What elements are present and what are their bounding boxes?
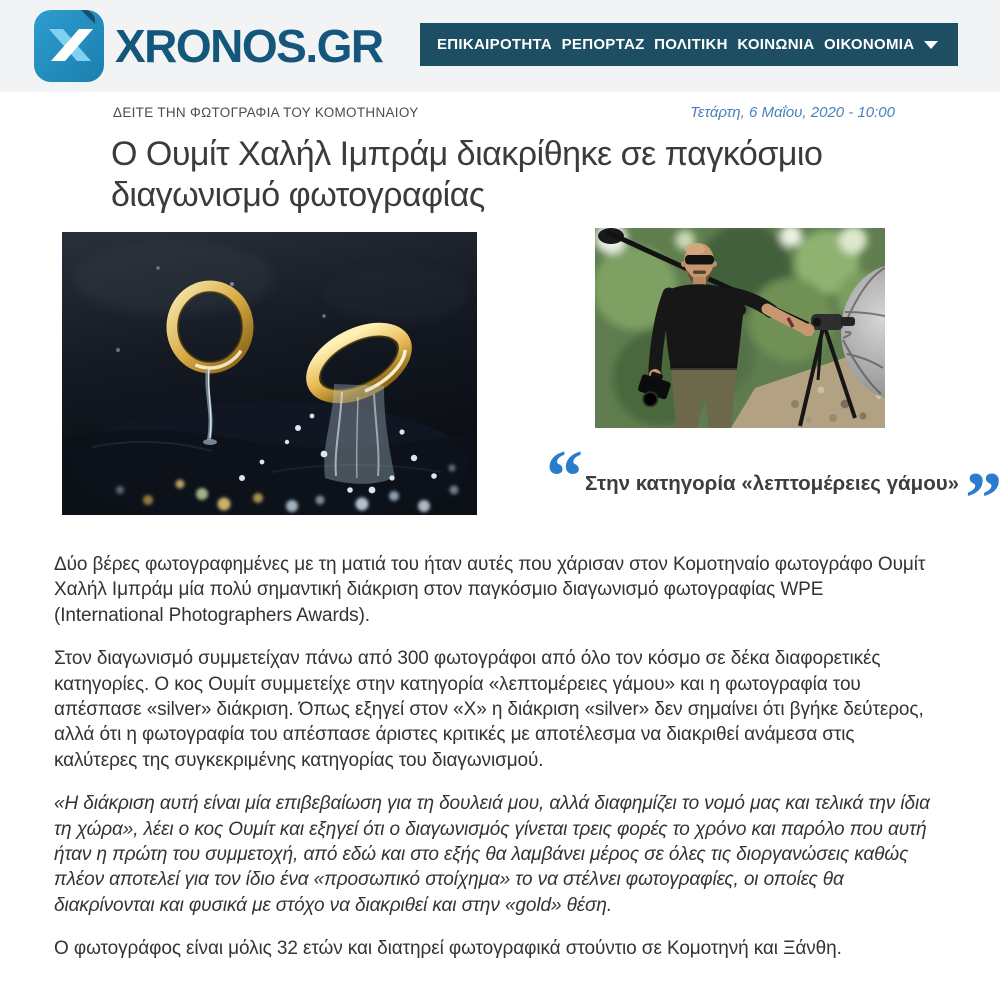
wedding-rings-photo xyxy=(62,232,477,515)
article-image-photographer xyxy=(595,228,885,428)
nav-item-reportaz[interactable]: ΡΕΠΟΡΤΑΖ xyxy=(561,36,645,53)
article-meta-row xyxy=(113,104,895,121)
paragraph-2: Στον διαγωνισμό συμμετείχαν πάνω από 300 φωτογράφοι από όλο τον κόσμο σε δέκα διαφορετικές κατηγορίες. Ο κος Ουμίτ συμμετείχε στην κατηγορία «λεπτομέρειες γάμου» και η φωτογραφία του απέσπασε «silver» διάκριση. Όπως εξηγεί στον «X» η διάκριση «silver» δεν σημαίνει ότι βγήκε δεύτερος, αλλά ότι η φωτογραφία του απέσπασε άριστες κριτικές με αποτέλεσμα να διακριθεί ανάμεσα στις καλύτερες της συγκεκριμένης κατηγορίας του διαγωνισμού. xyxy=(54,648,924,771)
header-band xyxy=(0,0,1000,92)
sunglasses xyxy=(685,255,714,265)
paragraph-1: Δύο βέρες φωτογραφημένες με τη ματιά του ήταν αυτές που χάρισαν στον Κομοτηναίο φωτογράφο Ουμίτ Χαλήλ Ιμπράμ μία πολύ σημαντική διάκριση στον παγκόσμιο διαγωνισμό φωτογραφίας WPE (International Photographers Awards). xyxy=(54,554,926,626)
nav-item-oikonomia[interactable]: ΟΙΚΟΝΟΜΙΑ xyxy=(824,36,915,53)
open-quote-icon: “ xyxy=(546,436,579,518)
site-logo[interactable] xyxy=(33,9,383,83)
paragraph-3-quote: «Η διάκριση αυτή είναι μία επιβεβαίωση για τη δουλειά μου, αλλά διαφημίζει το νομό μας και τελικά την ίδια τη χώρα», λέει ο κος Ουμίτ και εξηγεί ότι ο διαγωνισμός γίνεται τρεις φορές το χρόνο και παρόλο που αυτή ήταν η πρώτη του συμμετοχή, από εδώ και στο εξής θα λαμβάνει μέρος σε όλες τις διοργανώσεις καθώς πλέον αποτελεί για τον ίδιο ένα «προσωπικό στοίχημα» το να στέλνει φωτογραφίες, οι οποίες θα διακρίνονται και φυσικά με στόχο να διακριθεί και στην «gold» θέση. xyxy=(54,793,930,916)
pull-quote xyxy=(546,436,999,540)
chevron-down-icon[interactable] xyxy=(924,41,938,49)
article-title: Ο Ουμίτ Χαλήλ Ιμπράμ διακρίθηκε σε παγκόσμιο διαγωνισμό φωτογραφίας xyxy=(111,135,823,214)
nav-item-epikairotita[interactable]: ΕΠΙΚΑΙΡΟΤΗΤΑ xyxy=(437,36,552,53)
pull-quote-text: Στην κατηγορία «λεπτομέρειες γάμου» xyxy=(585,472,960,495)
nav-item-politiki[interactable]: ΠΟΛΙΤΙΚΗ xyxy=(654,36,728,53)
paragraph-4: Ο φωτογράφος είναι μόλις 32 ετών και διατηρεί φωτογραφικά στούντιο σε Κομοτηνή και Ξάνθη. xyxy=(54,938,842,960)
article-body xyxy=(54,552,932,980)
article-date: Τετάρτη, 6 Μαΐου, 2020 - 10:00 xyxy=(690,104,895,121)
xronos-x-icon xyxy=(33,9,105,83)
photographer-photo xyxy=(595,228,885,428)
article-kicker: ΔΕΙΤΕ ΤΗΝ ΦΩΤΟΓΡΑΦΙΑ ΤΟΥ ΚΟΜΟΤΗΝΑΙΟΥ xyxy=(113,105,419,120)
main-nav xyxy=(420,23,958,66)
nav-item-koinonia[interactable]: ΚΟΙΝΩΝΙΑ xyxy=(737,36,815,53)
close-quote-icon: ” xyxy=(965,458,999,540)
article-image-rings xyxy=(62,232,477,515)
site-logo-text: XRONOS.GR xyxy=(115,20,383,72)
